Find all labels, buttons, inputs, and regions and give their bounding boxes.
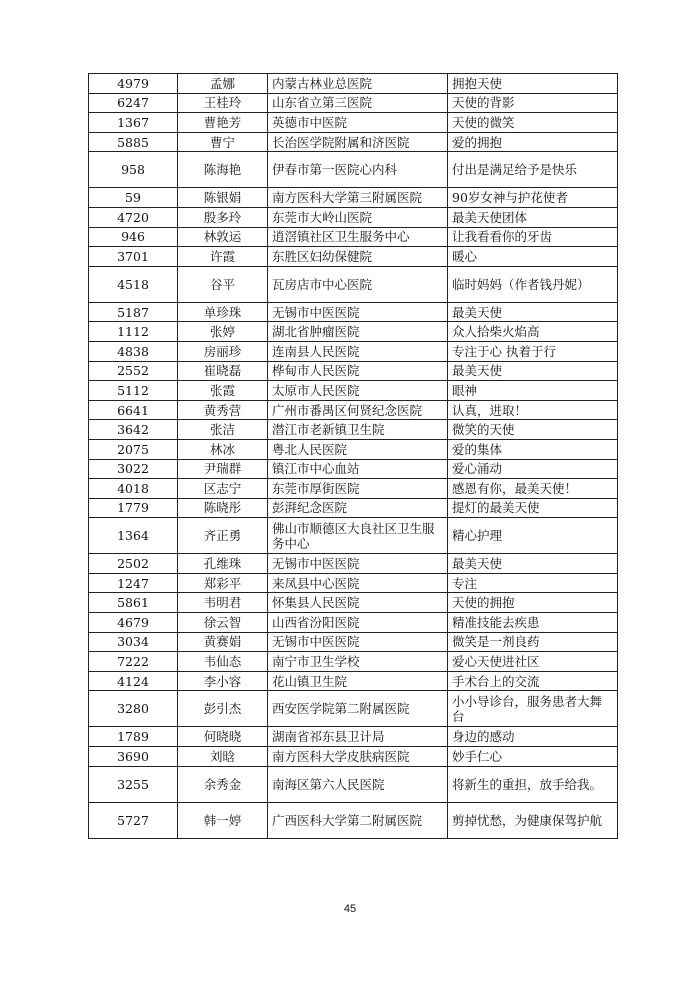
author-name: 孟娜 — [178, 74, 268, 94]
hospital-name: 山东省立第三医院 — [268, 93, 448, 113]
work-title: 精准技能去疾患 — [448, 613, 618, 633]
work-title: 爱的拥抱 — [448, 132, 618, 152]
entry-id: 3690 — [89, 747, 178, 767]
work-title: 最美天使 — [448, 554, 618, 574]
author-name: 区志宁 — [178, 479, 268, 499]
hospital-name: 连南县人民医院 — [268, 341, 448, 361]
table-row — [89, 361, 618, 381]
table-row — [89, 420, 618, 440]
hospital-name: 长治医学院附属和济医院 — [268, 132, 448, 152]
author-name: 孔维珠 — [178, 554, 268, 574]
table-row — [89, 459, 618, 479]
entry-id: 4979 — [89, 74, 178, 94]
hospital-name: 无锡市中医医院 — [268, 632, 448, 652]
work-title: 爱心涌动 — [448, 459, 618, 479]
hospital-name: 桦甸市人民医院 — [268, 361, 448, 381]
entries-table — [88, 73, 618, 839]
author-name: 谷平 — [178, 266, 268, 302]
author-name: 郑彩平 — [178, 573, 268, 593]
work-title: 众人拾柴火焰高 — [448, 322, 618, 342]
work-title: 身边的感动 — [448, 727, 618, 747]
author-name: 何晓晓 — [178, 727, 268, 747]
author-name: 黄秀营 — [178, 400, 268, 420]
table-row — [89, 613, 618, 633]
entry-id: 5112 — [89, 381, 178, 401]
author-name: 尹瑞群 — [178, 459, 268, 479]
work-title: 专注 — [448, 573, 618, 593]
hospital-name: 山西省汾阳医院 — [268, 613, 448, 633]
hospital-name: 南海区第六人民医院 — [268, 766, 448, 802]
table-row — [89, 632, 618, 652]
hospital-name: 英德市中医院 — [268, 113, 448, 133]
author-name: 单珍珠 — [178, 302, 268, 322]
entries-table-body — [89, 74, 618, 839]
hospital-name: 东胜区妇幼保健院 — [268, 247, 448, 267]
page-number: 45 — [343, 903, 357, 915]
work-title: 暖心 — [448, 247, 618, 267]
work-title: 手术台上的交流 — [448, 671, 618, 691]
work-title: 爱心天使进社区 — [448, 652, 618, 672]
hospital-name: 西安医学院第二附属医院 — [268, 691, 448, 727]
entry-id: 4018 — [89, 479, 178, 499]
entry-id: 946 — [89, 227, 178, 247]
table-row — [89, 593, 618, 613]
hospital-name: 伊春市第一医院心内科 — [268, 152, 448, 188]
table-row — [89, 518, 618, 554]
work-title: 天使的微笑 — [448, 113, 618, 133]
work-title: 爱的集体 — [448, 439, 618, 459]
work-title: 最美天使 — [448, 361, 618, 381]
entry-id: 4720 — [89, 207, 178, 227]
table-row — [89, 207, 618, 227]
hospital-name: 佛山市顺德区大良社区卫生服务中心 — [268, 518, 448, 554]
work-title: 微笑是一剂良药 — [448, 632, 618, 652]
author-name: 余秀金 — [178, 766, 268, 802]
entry-id: 1367 — [89, 113, 178, 133]
hospital-name: 花山镇卫生院 — [268, 671, 448, 691]
entry-id: 5885 — [89, 132, 178, 152]
work-title: 最美天使 — [448, 302, 618, 322]
author-name: 彭引杰 — [178, 691, 268, 727]
entry-id: 4679 — [89, 613, 178, 633]
table-row — [89, 302, 618, 322]
author-name: 张洁 — [178, 420, 268, 440]
table-row — [89, 113, 618, 133]
entry-id: 4838 — [89, 341, 178, 361]
work-title: 天使的拥抱 — [448, 593, 618, 613]
entry-id: 59 — [89, 188, 178, 208]
work-title: 最美天使团体 — [448, 207, 618, 227]
author-name: 曹宁 — [178, 132, 268, 152]
hospital-name: 无锡市中医医院 — [268, 302, 448, 322]
table-row — [89, 652, 618, 672]
author-name: 王桂玲 — [178, 93, 268, 113]
table-row — [89, 93, 618, 113]
author-name: 张婷 — [178, 322, 268, 342]
table-row — [89, 766, 618, 802]
hospital-name: 彭湃纪念医院 — [268, 498, 448, 518]
table-row — [89, 802, 618, 838]
entry-id: 6641 — [89, 400, 178, 420]
entry-id: 3280 — [89, 691, 178, 727]
author-name: 林冰 — [178, 439, 268, 459]
work-title: 精心护理 — [448, 518, 618, 554]
work-title: 专注于心 执着于行 — [448, 341, 618, 361]
hospital-name: 东莞市厚街医院 — [268, 479, 448, 499]
work-title: 认真，进取！ — [448, 400, 618, 420]
author-name: 张霞 — [178, 381, 268, 401]
work-title: 眼神 — [448, 381, 618, 401]
author-name: 齐正勇 — [178, 518, 268, 554]
table-row — [89, 498, 618, 518]
hospital-name: 东莞市大岭山医院 — [268, 207, 448, 227]
entry-id: 5727 — [89, 802, 178, 838]
entry-id: 3255 — [89, 766, 178, 802]
table-row — [89, 727, 618, 747]
table-row — [89, 400, 618, 420]
work-title: 小小导诊台，服务患者大舞台 — [448, 691, 618, 727]
table-row — [89, 266, 618, 302]
hospital-name: 南方医科大学皮肤病医院 — [268, 747, 448, 767]
author-name: 陈晓彤 — [178, 498, 268, 518]
entry-id: 5187 — [89, 302, 178, 322]
work-title: 微笑的天使 — [448, 420, 618, 440]
table-row — [89, 439, 618, 459]
author-name: 陈银娟 — [178, 188, 268, 208]
table-row — [89, 188, 618, 208]
entry-id: 1112 — [89, 322, 178, 342]
hospital-name: 逍滘镇社区卫生服务中心 — [268, 227, 448, 247]
table-row — [89, 152, 618, 188]
work-title: 剪掉忧愁，为健康保驾护航 — [448, 802, 618, 838]
entry-id: 958 — [89, 152, 178, 188]
entry-id: 7222 — [89, 652, 178, 672]
entry-id: 4124 — [89, 671, 178, 691]
table-row — [89, 573, 618, 593]
hospital-name: 湖南省祁东县卫计局 — [268, 727, 448, 747]
table-row — [89, 691, 618, 727]
author-name: 徐云智 — [178, 613, 268, 633]
table-row — [89, 322, 618, 342]
author-name: 曹艳芳 — [178, 113, 268, 133]
work-title: 妙手仁心 — [448, 747, 618, 767]
hospital-name: 来凤县中心医院 — [268, 573, 448, 593]
entry-id: 4518 — [89, 266, 178, 302]
table-row — [89, 554, 618, 574]
author-name: 殷多玲 — [178, 207, 268, 227]
author-name: 李小容 — [178, 671, 268, 691]
entry-id: 2552 — [89, 361, 178, 381]
entry-id: 3034 — [89, 632, 178, 652]
work-title: 天使的背影 — [448, 93, 618, 113]
work-title: 提灯的最美天使 — [448, 498, 618, 518]
table-row — [89, 671, 618, 691]
table-row — [89, 341, 618, 361]
entry-id: 6247 — [89, 93, 178, 113]
entry-id: 2502 — [89, 554, 178, 574]
table-row — [89, 132, 618, 152]
table-row — [89, 227, 618, 247]
author-name: 刘晗 — [178, 747, 268, 767]
author-name: 林敦运 — [178, 227, 268, 247]
entry-id: 5861 — [89, 593, 178, 613]
hospital-name: 怀集县人民医院 — [268, 593, 448, 613]
table-row — [89, 74, 618, 94]
work-title: 临时妈妈（作者钱丹妮） — [448, 266, 618, 302]
hospital-name: 广州市番禺区何贤纪念医院 — [268, 400, 448, 420]
table-row — [89, 381, 618, 401]
work-title: 将新生的重担，放手给我。 — [448, 766, 618, 802]
hospital-name: 广西医科大学第二附属医院 — [268, 802, 448, 838]
table-row — [89, 479, 618, 499]
hospital-name: 内蒙古林业总医院 — [268, 74, 448, 94]
author-name: 崔晓磊 — [178, 361, 268, 381]
author-name: 韩一婷 — [178, 802, 268, 838]
entry-id: 1779 — [89, 498, 178, 518]
hospital-name: 南宁市卫生学校 — [268, 652, 448, 672]
entry-id: 3022 — [89, 459, 178, 479]
hospital-name: 南方医科大学第三附属医院 — [268, 188, 448, 208]
hospital-name: 镇江市中心血站 — [268, 459, 448, 479]
hospital-name: 无锡市中医医院 — [268, 554, 448, 574]
entry-id: 1247 — [89, 573, 178, 593]
work-title: 让我看看你的牙齿 — [448, 227, 618, 247]
author-name: 黄赛娟 — [178, 632, 268, 652]
entry-id: 2075 — [89, 439, 178, 459]
author-name: 韦仙态 — [178, 652, 268, 672]
work-title: 拥抱天使 — [448, 74, 618, 94]
hospital-name: 湖北省肿瘤医院 — [268, 322, 448, 342]
author-name: 房丽珍 — [178, 341, 268, 361]
hospital-name: 太原市人民医院 — [268, 381, 448, 401]
entry-id: 1364 — [89, 518, 178, 554]
entry-id: 3642 — [89, 420, 178, 440]
author-name: 许霞 — [178, 247, 268, 267]
hospital-name: 潜江市老新镇卫生院 — [268, 420, 448, 440]
work-title: 感恩有你，最美天使！ — [448, 479, 618, 499]
author-name: 陈海艳 — [178, 152, 268, 188]
hospital-name: 瓦房店市中心医院 — [268, 266, 448, 302]
entry-id: 3701 — [89, 247, 178, 267]
hospital-name: 粤北人民医院 — [268, 439, 448, 459]
author-name: 韦明君 — [178, 593, 268, 613]
work-title: 付出是满足给予是快乐 — [448, 152, 618, 188]
table-row — [89, 747, 618, 767]
table-row — [89, 247, 618, 267]
work-title: 90岁女神与护花使者 — [448, 188, 618, 208]
entry-id: 1789 — [89, 727, 178, 747]
